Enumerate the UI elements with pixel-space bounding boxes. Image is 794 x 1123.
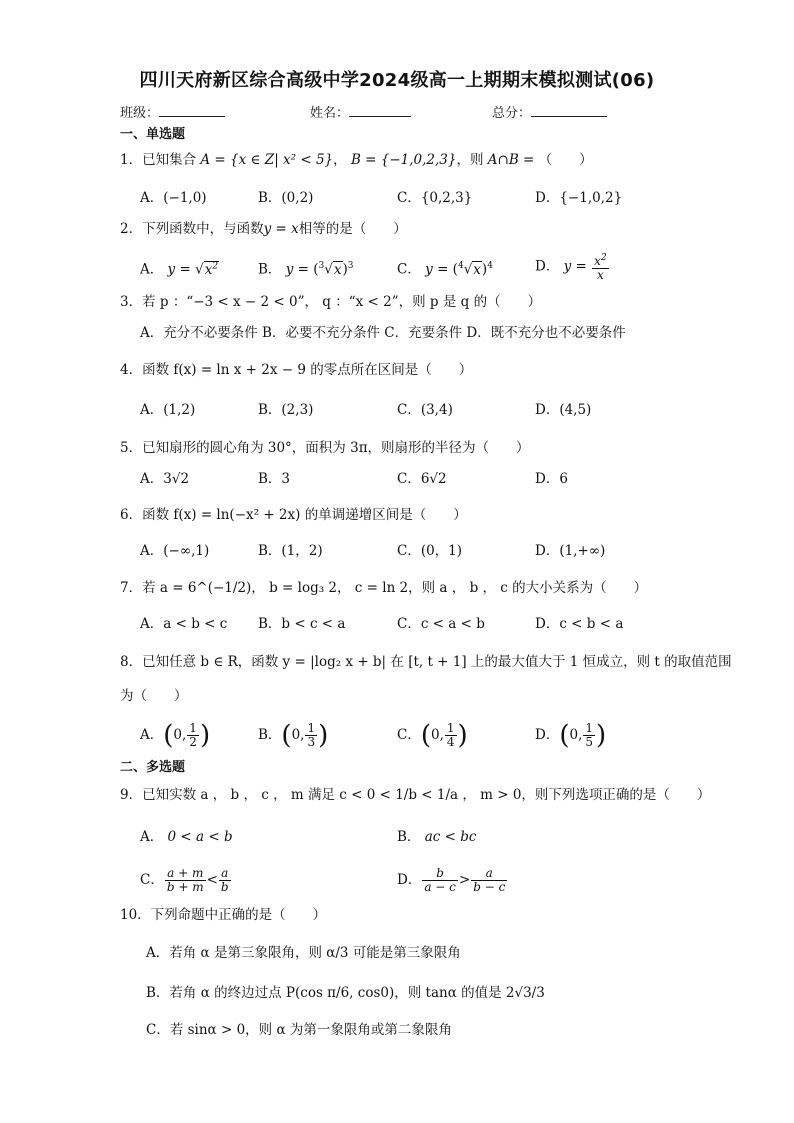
- q4-option-c[interactable]: C．(3,4): [397, 402, 453, 418]
- score-blank[interactable]: [531, 104, 607, 117]
- q9-option-c[interactable]: C． $\frac{a + m}{b + m}$ < $\frac{a}{b}$: [140, 866, 229, 894]
- q1-set-b: B = {−1,0,2,3}: [350, 152, 457, 168]
- q9-option-b[interactable]: B． ac < bc: [397, 829, 477, 845]
- q5-option-a[interactable]: A．3√2: [140, 471, 190, 487]
- section-multi-choice: 二、多选题: [120, 760, 186, 775]
- q10-option-a[interactable]: A．若角 α 是第三象限角，则 α/3 可能是第三象限角: [146, 945, 461, 961]
- q7-option-b[interactable]: B．b < c < a: [258, 616, 346, 632]
- q1-set-a: A = {x ∈ Z| x² < 5}: [200, 152, 334, 168]
- q2-b-label: B．: [258, 261, 282, 278]
- q1-paren: （ ）: [538, 152, 593, 168]
- exam-title: 四川天府新区综合高级中学2024级高一上期期末模拟测试(06): [139, 70, 655, 91]
- q8-option-b[interactable]: B．(0, $\frac{1}{3}$ ): [258, 720, 329, 751]
- q1-option-b[interactable]: B．(0,2): [258, 190, 314, 206]
- name-blank[interactable]: [349, 104, 411, 117]
- q2-stem: 2．下列函数中，与函数: [120, 221, 264, 237]
- q9-c-label: C．: [140, 872, 164, 888]
- q4-option-d[interactable]: D．(4,5): [535, 402, 592, 418]
- q8-option-c[interactable]: C．(0, $\frac{1}{4}$ ): [397, 720, 468, 751]
- question-10: 10．下列命题中正确的是（ ）: [120, 907, 327, 923]
- q4-option-a[interactable]: A．(1,2): [140, 402, 196, 418]
- q6-option-b[interactable]: B．(1，2): [258, 543, 323, 559]
- q9-a-label: A．: [140, 829, 164, 845]
- class-field[interactable]: [120, 102, 225, 121]
- q2-d-label: D．: [535, 258, 560, 275]
- question-5: 5．已知扇形的圆心角为 30°，面积为 3π，则扇形的半径为（ ）: [120, 440, 530, 456]
- q1-then: ，则: [456, 152, 484, 168]
- section-single-choice: 一、单选题: [120, 127, 186, 142]
- q1-option-d[interactable]: D．{−1,0,2}: [535, 190, 623, 206]
- class-blank[interactable]: [159, 104, 225, 117]
- question-9: 9．已知实数 a ， b ， c ， m 满足 c < 0 < 1/b < 1/a ， m > 0，则下列选项正确的是（ ）: [120, 787, 711, 803]
- q6-option-d[interactable]: D．(1,+∞): [535, 543, 606, 559]
- q8-b-label: B．: [258, 727, 282, 743]
- question-2: [120, 219, 407, 239]
- q8-option-d[interactable]: D．(0, $\frac{1}{5}$ ): [535, 720, 607, 751]
- q10-option-c[interactable]: C．若 sinα > 0，则 α 为第一象限角或第二象限角: [146, 1022, 452, 1038]
- question-8-cont: 为（ ）: [120, 688, 188, 704]
- q1-option-c[interactable]: C．{0,2,3}: [397, 190, 473, 206]
- q8-a-label: A．: [140, 727, 164, 743]
- q2-a-label: A．: [140, 261, 164, 278]
- q1-stem: 1．已知集合: [120, 152, 197, 168]
- q6-option-a[interactable]: A．(−∞,1): [140, 543, 210, 559]
- q9-b-label: B．: [397, 829, 421, 845]
- question-4: 4．函数 f(x) = ln x + 2x − 9 的零点所在区间是（ ）: [120, 362, 473, 378]
- q8-c-label: C．: [397, 727, 421, 743]
- score-label: 总分：: [492, 106, 532, 121]
- q9-d-label: D．: [397, 872, 422, 888]
- q3-options[interactable]: A．充分不必要条件 B．必要不充分条件 C．充要条件 D．既不充分也不必要条件: [140, 325, 626, 341]
- q7-option-c[interactable]: C．c < a < b: [397, 616, 485, 632]
- q9-option-d[interactable]: D． $\frac{b}{a - c}$ > $\frac{a}{b - c}$: [397, 866, 506, 894]
- question-7: 7．若 a = 6^(−1/2)， b = log₃ 2， c = ln 2，则 a ， b ， c 的大小关系为（ ）: [120, 580, 648, 596]
- q6-option-c[interactable]: C．(0，1): [397, 543, 463, 559]
- q2-option-d[interactable]: D． y = $\frac{x^2}{x}$: [535, 253, 607, 282]
- q9-option-a[interactable]: A． 0 < a < b: [140, 829, 233, 845]
- q7-option-d[interactable]: D．c < b < a: [535, 616, 624, 632]
- question-3: 3．若 p ：“−3 < x − 2 < 0”， q ：“x < 2”，则 p 是 q 的（ ）: [120, 294, 542, 310]
- q5-option-b[interactable]: B．3: [258, 471, 291, 487]
- q2-option-c[interactable]: C． $y = (^4√x)^4$: [397, 261, 493, 278]
- q2-c-label: C．: [397, 261, 421, 278]
- class-label: 班级：: [120, 106, 160, 121]
- q2-option-b[interactable]: B． $y = (^3√x)^3$: [258, 261, 354, 278]
- question-1: [120, 150, 593, 170]
- q5-option-d[interactable]: D．6: [535, 471, 568, 487]
- score-field[interactable]: [492, 102, 607, 121]
- q10-option-b[interactable]: B．若角 α 的终边过点 P(cos π/6, cos0)，则 tanα 的值是 2√3/3: [146, 985, 545, 1001]
- q4-option-b[interactable]: B．(2,3): [258, 402, 314, 418]
- q5-option-c[interactable]: C．6√2: [397, 471, 447, 487]
- q2-option-a[interactable]: A． $y = √x^2$: [140, 261, 219, 278]
- question-8: 8．已知任意 b ∈ R，函数 y = |log₂ x + b| 在 [t, t + 1] 上的最大值大于 1 恒成立，则 t 的取值范围: [120, 654, 732, 670]
- q8-d-label: D．: [535, 727, 560, 743]
- name-field[interactable]: [310, 102, 411, 121]
- q1-expr: A∩B =: [487, 152, 535, 168]
- q8-option-a[interactable]: A．(0, $\frac{1}{2}$ ): [140, 720, 211, 751]
- name-label: 姓名：: [310, 106, 350, 121]
- q1-sep: ，: [333, 152, 347, 168]
- q1-option-a[interactable]: A．(−1,0): [140, 190, 207, 206]
- question-6: 6．函数 f(x) = ln(−x² + 2x) 的单调递增区间是（ ）: [120, 507, 467, 523]
- q2-tail: 相等的是（ ）: [298, 221, 407, 237]
- q7-option-a[interactable]: A．a < b < c: [140, 616, 228, 632]
- q2-func: y = x: [263, 221, 299, 237]
